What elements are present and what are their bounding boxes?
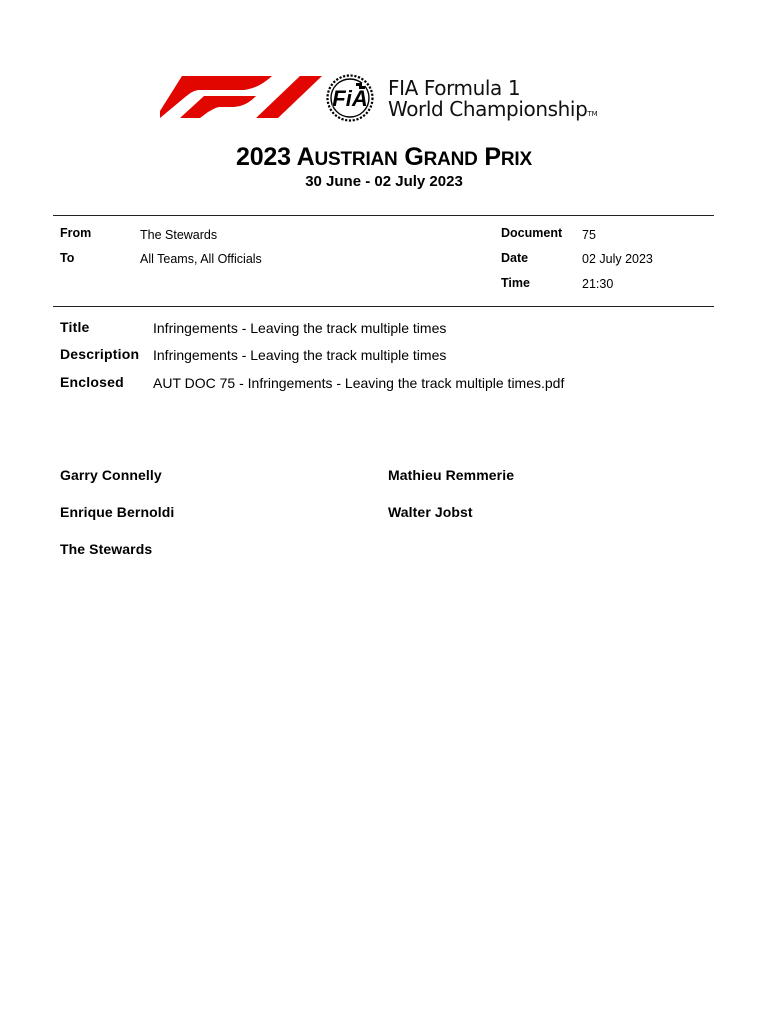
championship-wordmark — [388, 78, 598, 125]
brand-line-2 — [388, 99, 598, 125]
event-title-word-3: PRIX — [484, 143, 532, 171]
fia-logo-icon — [316, 74, 384, 122]
description-label: Description — [60, 346, 140, 362]
stewards-signoff: The Stewards — [60, 541, 153, 557]
event-title-word-2: GRAND — [404, 143, 478, 171]
divider-bottom — [53, 306, 714, 307]
event-title-year: 2023 — [236, 143, 291, 171]
title-value: Infringements - Leaving the track multiple times — [153, 320, 447, 336]
header-logo — [142, 62, 632, 132]
event-title — [0, 143, 768, 172]
steward-name-4: Walter Jobst — [388, 504, 473, 520]
f1-logo-icon — [160, 76, 322, 118]
to-label: To — [60, 251, 75, 265]
steward-name-3: Enrique Bernoldi — [60, 504, 175, 520]
enclosed-attachment-link[interactable]: AUT DOC 75 - Infringements - Leaving the track multiple times.pdf — [153, 375, 565, 391]
time-value: 21:30 — [582, 277, 614, 291]
svg-text:FiA: FiA — [332, 86, 368, 111]
title-label: Title — [60, 319, 90, 335]
from-value: The Stewards — [140, 228, 218, 242]
enclosed-label: Enclosed — [60, 374, 124, 390]
description-value: Infringements - Leaving the track multiple times — [153, 347, 447, 363]
divider-top — [53, 215, 714, 216]
event-dates: 30 June - 02 July 2023 — [305, 173, 463, 190]
brand-line-1: FIA Formula 1 — [388, 76, 521, 100]
steward-name-1: Garry Connelly — [60, 467, 162, 483]
event-title-word-1: AUSTRIAN — [296, 143, 398, 171]
trademark-mark: TM — [587, 110, 598, 118]
time-label: Time — [501, 276, 530, 290]
date-value: 02 July 2023 — [582, 252, 653, 266]
to-value: All Teams, All Officials — [140, 252, 262, 266]
date-label: Date — [501, 251, 529, 265]
document-label: Document — [501, 226, 563, 240]
steward-name-2: Mathieu Remmerie — [388, 467, 515, 483]
document-value: 75 — [582, 228, 596, 242]
brand-line-2-text: World Championship — [388, 97, 588, 121]
from-label: From — [60, 226, 92, 240]
